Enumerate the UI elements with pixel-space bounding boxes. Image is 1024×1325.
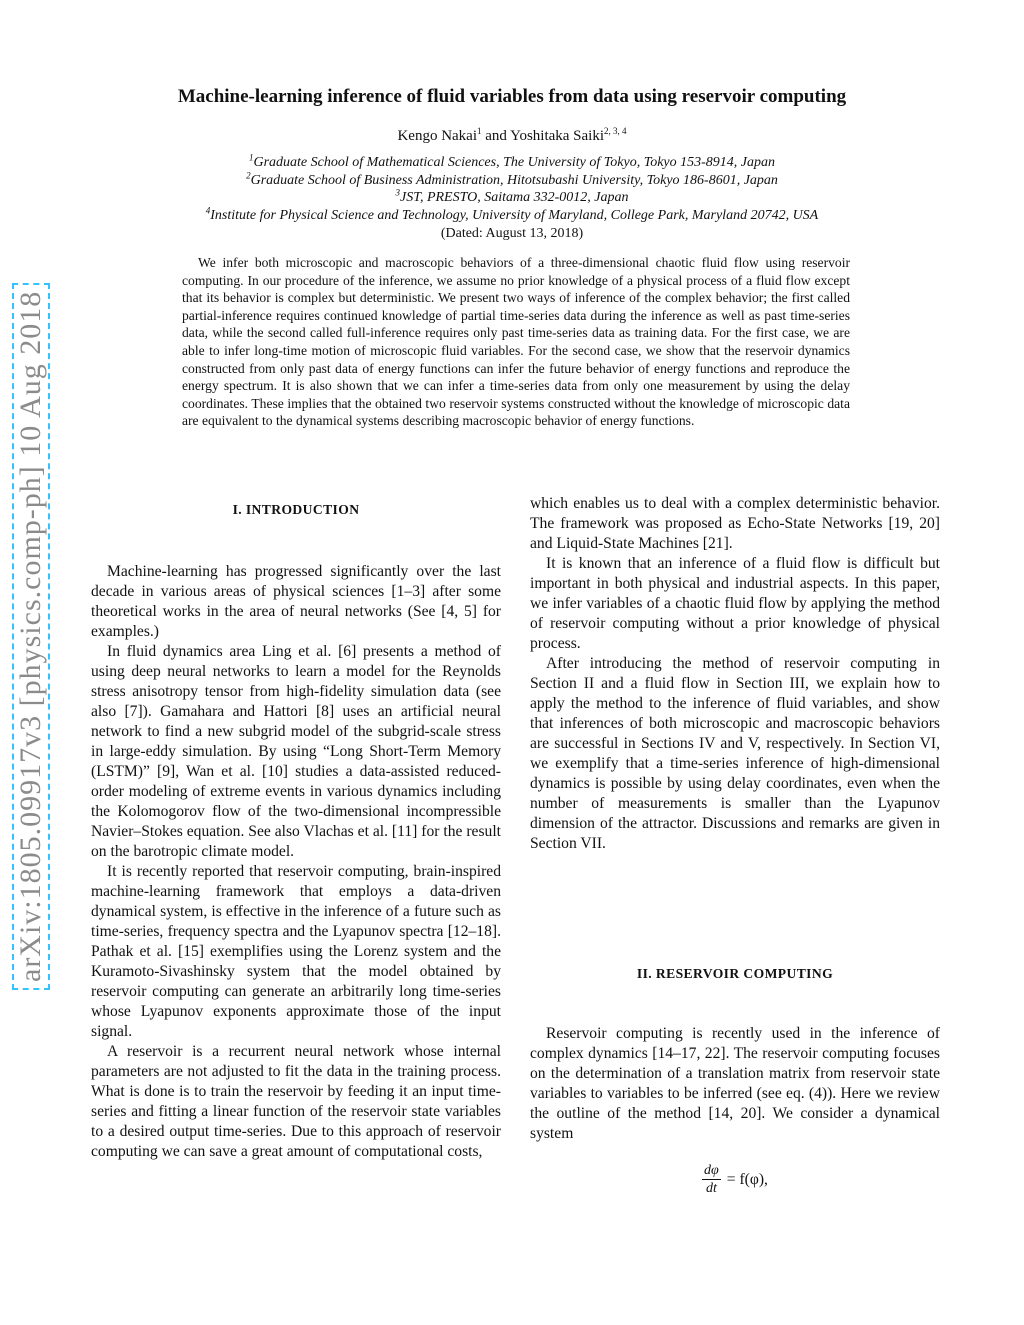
right-paragraph-1: which enables us to deal with a complex deterministic behavior. The framework was proposed as Echo-State Networks [19, 20] and Liquid-State Machines [21]. xyxy=(530,495,940,552)
fraction-numerator: dφ xyxy=(704,1163,719,1178)
affiliation-2 xyxy=(0,169,1024,190)
affiliation-3 xyxy=(0,189,1024,207)
intro-paragraph-1: Machine-learning has progressed significantly over the last decade in various areas of physical sciences [1–3] after some theoretical works in the area of neural networks (See [4, 5] for examples.) xyxy=(91,563,501,640)
intro-paragraph-3: It is recently reported that reservoir computing, brain-inspired machine-learning framework that employs a data-driven dynamical system, is effective in the inference of a future such as time-series, frequency spectra and the Lyapunov spectra [12–18]. Pathak et al. [15] exemplifies using the Lorenz system and the Kuramoto-Sivashinsky system that the model obtained by reservoir computing can generate an arbitrarily long time-series whose Lyapunov exponents approximate those of the input signal. xyxy=(91,863,501,1040)
paper-title: Machine-learning inference of fluid variables from data using reservoir computing xyxy=(177,86,847,107)
left-column xyxy=(91,494,501,1162)
affiliation-marker: 4 xyxy=(205,204,211,215)
affiliation-marker: 2 xyxy=(246,169,251,180)
author-name-2: and Yoshitaka Saiki xyxy=(481,128,605,144)
author-name-1: Kengo Nakai xyxy=(397,128,478,144)
reservoir-paragraph-1: Reservoir computing is recently used in the inference of complex dynamics [14–17, 22]. The reservoir computing focuses on the determination of a translation matrix from reservoir state variables to variables to be inferred (see eq. (4)). Here we review the outline of the method [14, 20]. We consider a dynamical system xyxy=(530,1025,940,1142)
equation-rhs: = f(φ), xyxy=(726,1170,768,1188)
fraction-denominator: dt xyxy=(705,1181,717,1196)
section-heading-introduction: I. INTRODUCTION xyxy=(232,502,360,517)
right-column xyxy=(530,494,940,1197)
affiliation-marker: 1 xyxy=(248,152,254,163)
right-paragraph-3: After introducing the method of reservoir computing in Section II and a fluid flow in Section III, we explain how to apply the method to the inference of fluid variables, and show that inferences of both microscopic and macroscopic behaviors are successful in Sections IV and V, respectively. In Section VI, we exemplify that a time-series inference of high-dimensional dynamics is possible by using delay coordinates, even when the number of measurements is smaller than the Lyapunov dimension of the attractor. Discussions and remarks are given in Section VII. xyxy=(530,655,940,852)
affiliation-text: JST, PRESTO, Saitama 332-0012, Japan xyxy=(399,190,629,205)
affiliation-text: Graduate School of Mathematical Sciences, The University of Tokyo, Tokyo 153-8914, Japan xyxy=(253,155,776,170)
date-line: (Dated: August 13, 2018) xyxy=(440,226,584,241)
affiliation-list xyxy=(0,154,1024,224)
author-list xyxy=(0,128,1024,145)
abstract: We infer both microscopic and macroscopic behaviors of a three-dimensional chaotic fluid flow using reservoir computing. In our procedure of the inference, we assume no prior knowledge of a physical process of a fluid flow except that its behavior is complex but deterministic. We present two ways of inference of the complex behavior; the first called partial-inference requires continued knowledge of partial time-series data during the inference as well as past time-series data, while the second called full-inference requires only past time-series data as training data. For the first case, we are able to infer long-time motion of microscopic fluid variables. For the second case, we show that the reservoir dynamics constructed from only past data of energy functions can infer the future behavior of energy functions and reproduce the energy spectrum. It is also shown that we can infer a time-series data from only one measurement by using the delay coordinates. These implies that the obtained two reservoir systems constructed without the knowledge of microscopic data are equivalent to the dynamical systems describing macroscopic behavior of energy functions. xyxy=(182,255,850,429)
derivative-fraction xyxy=(702,1162,721,1197)
author-2-affil-marker: 2, 3, 4 xyxy=(604,126,627,136)
intro-paragraph-2: In fluid dynamics area Ling et al. [6] presents a method of using deep neural networks to learn a model for the Reynolds stress anisotropy tensor from high-fidelity simulation data (see also [7]). Gamahara and Hattori [8] uses an artificial neural network to find a new subgrid model of the subgrid-scale stress in large-eddy simulation. By using “Long Short-Term Memory (LSTM)” [9], Wan et al. [10] studies a data-assisted reduced-order modeling of extreme events in various dynamics including the Kolomogorov flow of the two-dimensional incompressible Navier–Stokes equation. See also Vlachas et al. [11] for the result on the barotropic climate model. xyxy=(91,643,501,860)
affiliation-marker: 3 xyxy=(395,187,400,198)
intro-paragraph-4: A reservoir is a recurrent neural network whose internal parameters are not adjusted to fit the data in the training process. What is done is to train the reservoir by feeding it an input time-series and fitting a linear function of the reservoir state variables to a desired output time-series. Due to this approach of reservoir computing we can save a great amount of computational costs, xyxy=(91,1043,501,1160)
equation-dynamical-system xyxy=(530,1162,940,1197)
author-1-affil-marker: 1 xyxy=(477,126,482,136)
affiliation-text: Institute for Physical Science and Technology, University of Maryland, College Park, Maryland 20742, USA xyxy=(210,207,819,223)
affiliation-1 xyxy=(0,154,1024,172)
right-paragraph-2: It is known that an inference of a fluid flow is difficult but important in both physical and industrial aspects. In this paper, we infer variables of a chaotic fluid flow by applying the method of reservoir computing without a prior knowledge of physical process. xyxy=(530,555,940,652)
affiliation-text: Graduate School of Business Administration, Hitotsubashi University, Tokyo 186-8601, Japan xyxy=(250,172,778,188)
arxiv-identifier-stamp[interactable]: arXiv:1805.09917v3 [physics.comp-ph] 10 Aug 2018 xyxy=(12,283,50,990)
section-heading-reservoir-computing: II. RESERVOIR COMPUTING xyxy=(636,966,834,981)
affiliation-4 xyxy=(0,204,1024,225)
